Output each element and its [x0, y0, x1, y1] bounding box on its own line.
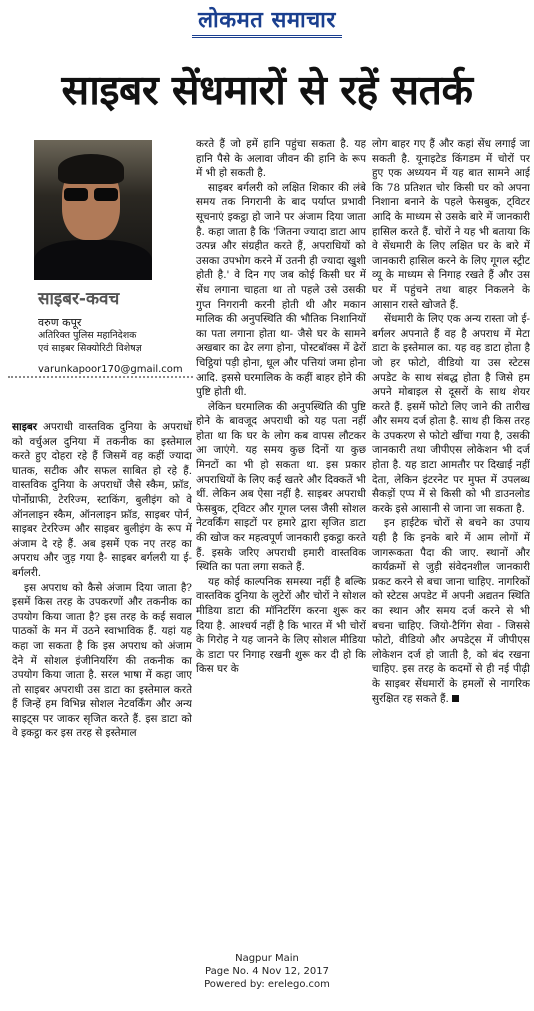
article-column-3 [372, 137, 530, 933]
paragraph: यह कोई काल्पनिक समस्या नहीं है बल्कि वास्तविक दुनिया के लुटेरों और चोरों ने सोशल मीडिया डाटा की मॉनिटरिंग करना शुरू कर दिया है. आश्चर्य नहीं है कि भारत में भी चोरों के गिरोह ने यह जानने के लिए सोशल मीडिया के डाटा पर निगाह रखनी शुरू कर दी हो कि किस घर के [196, 575, 366, 676]
page-date: Page No. 4 Nov 12, 2017 [205, 966, 329, 977]
author-title-2: एवं साइबर सिक्योरिटी विशेषज्ञ [38, 343, 142, 354]
paragraph: इस अपराध को कैसे अंजाम दिया जाता है? इसमें किस तरह के उपकरणों और तकनीक का उपयोग किया जाता है? इस तरह के कई सवाल पाठकों के मन में उठने स्वाभाविक हैं. यहां यह कहा जा सकता है कि इस अपराध को अंजाम देने में सोशल इंजीनियरिंग की तकनीक का उपयोग किया जाता है. सरल भाषा में कहा जाए तो साइबर अपराधी उस डाटा का इस्तेमाल करते हैं जिन्हें हम विभिन्न सोशल नेटवर्किंग और अन्य साइट्स पर जाकर सृजित करते हैं. इस डाटा को वे इकट्ठा कर इस तरह से इस्तेमाल [12, 581, 192, 740]
page-footer [0, 952, 534, 991]
paragraph [12, 420, 192, 581]
paragraph: लेकिन घरमालिक की अनुपस्थिति की पुष्टि होने के बावजूद अपराधी को यह पता नहीं होता था कि घर के लोग कब वापस लौटकर आ जाएंगे. यह समय कुछ दिनों या कुछ मिनटों का भी हो सकता था. इस प्रकार अपराधियों के लिए कई खतरे और दिक्कतें भी थीं. लेकिन अब ऐसा नहीं है. साइबर अपराधी फेसबुक, ट्विटर और गूगल प्लस जैसी सोशल नेटवर्किंग साइटों पर हमारे द्वारा सृजित डाटा की खोज कर महत्वपूर्ण जानकारी इकट्ठा करते हैं. इसके जरिए अपराधी हमारी वास्तविक स्थिति का पता लगा सकते हैं. [196, 400, 366, 574]
author-block [38, 316, 186, 376]
article-column-2 [196, 137, 366, 933]
edition-name: Nagpur Main [235, 953, 299, 964]
paragraph [372, 516, 530, 706]
lead-word: साइबर [12, 421, 37, 433]
article-headline: साइबर सेंधमारों से रहें सतर्क [61, 66, 473, 114]
paragraph-text: अपराधी वास्तविक दुनिया के अपराधों को वर्चुअल दुनिया में तकनीक का इस्तेमाल करते हुए दोहरा रहे हैं जिसमें वह कहीं ज्यादा घातक, सटीक और सफल साबित हो रहे हैं. वास्तविक दुनिया के अपराधों जैसे स्कैम, फ्रॉड, पोर्नोग्राफी, टेररिज्म, स्टाकिंग, बुलीइंग को वे ऑनलाइन स्कैम, ऑनलाइन फ्रॉड, साइबर पोर्न, साइबर टेररिज्म और साइबर बुलीइंग के रूप में अंजाम दे रहे हैं. अब इसमें एक नए तरह का अपराध और जुड़ गया है- साइबर बर्गलरी या ई-बर्गलरी. [12, 421, 192, 579]
powered-by[interactable]: Powered by: erelego.com [204, 979, 330, 990]
paragraph: लोग बाहर गए हैं और कहां सेंध लगाई जा सकती है. यूनाइटेड किंगडम में चोरों पर हुए एक अध्ययन में यह बात सामने आई कि 78 प्रतिशत चोर किसी घर को अपना निशाना बनाने के पहले फेसबुक, ट्विटर आदि के माध्यम से उसके बारे में जानकारी हासिल करते हैं. चोरों ने यह भी बताया कि वे सेंधमारी के लिए लक्षित घर के बारे में जानकारी हासिल करने के लिए गूगल स्ट्रीट व्यू के माध्यम से निगाह रखते हैं और उस घर में पहुंचने तथा बाहर निकलने के आसान रास्ते खोजते हैं. [372, 138, 530, 311]
paragraph-text: इन हाईटेक चोरों से बचने का उपाय यही है कि इनके बारे में आम लोगों में जागरूकता पैदा की जाए. स्थानों और कार्यक्रमों से जुड़ी संवेदनशील जानकारी प्रकट करने से बचा जाना चाहिए. नागरिकों को स्टेटस अपडेट में अपनी अद्यतन स्थिति का स्थान और समय दर्ज करने से भी बचना चाहिए. जियो-टैगिंग सेवा - जिससे फोटो, वीडियो और अपडेट्स में जीपीएस लोकेशन दर्ज हो जाती है, को बंद रखना चाहिए. इस तरह के कदमों से ही नई पीढ़ी के साइबर सेंधमारों के हमलों से नागरिक सुरक्षित रह सकते हैं. [372, 517, 530, 705]
author-photo [34, 140, 152, 280]
article-column-1 [12, 420, 192, 932]
author-title: अतिरिक्त पुलिस महानिदेशक [38, 330, 137, 341]
newspaper-logo: लोकमत समाचार [192, 4, 342, 38]
divider [8, 376, 193, 378]
author-email[interactable]: varunkapoor170@gmail.com [38, 364, 183, 375]
paragraph: करते हैं जो हमें हानि पहुंचा सकता है. यह हानि पैसे के अलावा जीवन की हानि के रूप में भी हो सकती है. [196, 138, 366, 180]
end-mark-icon [452, 695, 459, 702]
masthead [0, 4, 534, 42]
paragraph: साइबर बर्गलरी को लक्षित शिकार की लंबे समय तक निगरानी के बाद पर्याप्त प्रभावी सूचनाएं इकट्ठा हो जाने पर अंजाम दिया जाता है. कहा जाता है कि 'जितना ज्यादा डाटा आप उत्पन्न और संग्रहीत करते हैं, अपराधियों को उसका उपभोग करने में उतनी ही ज्यादा खुशी होती है.' वे दिन गए जब कोई किसी घर में सेंध लगाना चाहता था तो पहले उसे उसकी गुप्त निगरानी करनी होती थी और मकान मालिक की अनुपस्थिति की भौतिक निशानियों का पता लगाना होता था- जैसे घर के सामने अखबार का ढेर लगा होना, पोस्टबॉक्स में ढेरों चिट्ठियां पड़ी होना, धूल और पत्तियां जमा होना आदि. इससे घरमालिक के कहीं बाहर होने की पुष्टि होती थी. [196, 181, 366, 399]
column-name: साइबर-कवच [38, 289, 120, 309]
author-name: वरुण कपूर [38, 316, 82, 329]
paragraph: सेंधमारी के लिए एक अन्य रास्ता जो ई-बर्गलर अपनाते हैं वह है अपराध में मेटा डाटा के इस्तेमाल का. यह वह डाटा होता है जो हर फोटो, वीडियो या उस स्टेटस अपडेट के साथ संबद्ध होता है जिसे हम अपने मोबाइल से दूसरों के साथ शेयर करते हैं. इसमें फोटो लिए जाने की तारीख और समय दर्ज होता है. साथ ही किस तरह के उपकरण से फोटो खींचा गया है, उसकी जानकारी तथा जीपीएस लोकेशन भी दर्ज होता है. यह डाटा आमतौर पर दिखाई नहीं देता, लेकिन इंटरनेट पर मुफ्त में उपलब्ध सैकड़ों एप्प में से किसी को भी डाउनलोड करके इसे आसानी से जाना जा सकता है. [372, 313, 530, 515]
